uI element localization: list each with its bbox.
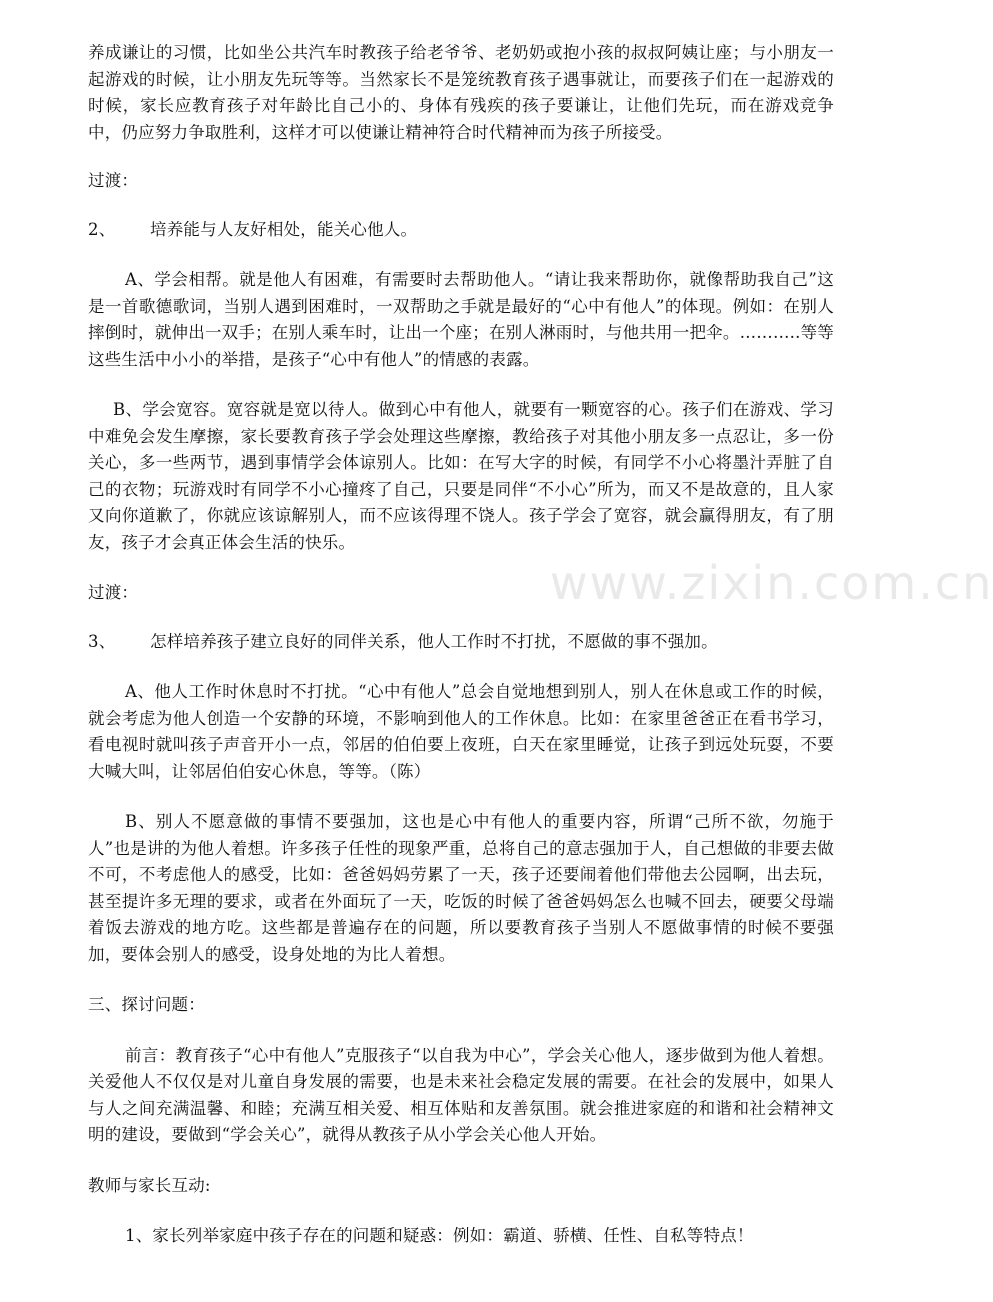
- section-3-number: 3、: [88, 631, 116, 651]
- interaction-item-1: 1、家长列举家庭中孩子存在的问题和疑惑：例如：霸道、骄横、任性、自私等特点！: [125, 1226, 754, 1245]
- paragraph-2b: B、学会宽容。宽容就是宽以待人。做到心中有他人，就要有一颗宽容的心。孩子们在游戏、学习中难免会发生摩擦，家长要教育孩子学会处理这些摩擦，教给孩子对其他小朋友多一点忍让，多一份关心，多一些两节，遇到事情学会体谅别人。比如：在写大字的时候，有同学不小心将墨汁弄脏了自己的衣物；玩游戏时有同学不小心撞疼了自己，只要是同伴“不小心”所为，而又不是故意的，且人家又向你道歉了，你就应该谅解别人，而不应该得理不饶人。孩子学会了宽容，就会赢得朋友，有了朋友，孩子才会真正体会生活的快乐。: [88, 400, 834, 552]
- intro-paragraph: 养成谦让的习惯，比如坐公共汽车时教孩子给老爷爷、老奶奶或抱小孩的叔叔阿姨让座；与小朋友一起游戏的时候，让小朋友先玩等等。当然家长不是笼统教育孩子遇事就让，而要孩子们在一起游戏的时候，家长应教育孩子对年龄比自己小的、身体有残疾的孩子要谦让，让他们先玩，而在游戏竞争中，仍应努力争取胜利，这样才可以使谦让精神符合时代精神而为孩子所接受。: [88, 43, 834, 142]
- section-2-number: 2、: [88, 219, 116, 239]
- paragraph-3a: A、他人工作时休息时不打扰。“心中有他人”总会自觉地想到别人，别人在休息或工作的时候，就会考虑为他人创造一个安静的环境，不影响到他人的工作休息。比如：在家里爸爸正在看书学习，看电视时就叫孩子声音开小一点，邻居的伯伯要上夜班，白天在家里睡觉，让孩子到远处玩耍，不要大喊大叫，让邻居伯伯安心休息，等等。（陈）: [88, 682, 834, 781]
- section-2-heading: [88, 217, 834, 244]
- interaction-title: 教师与家长互动:: [88, 1175, 211, 1195]
- transition-label-2: 过渡：: [88, 583, 139, 602]
- preface-paragraph: 前言：教育孩子“心中有他人”克服孩子“以自我为中心”，学会关心他人，逐步做到为他人着想。关爱他人不仅仅是对儿童自身发展的需要，也是未来社会稳定发展的需要。在社会的发展中，如果人与人之间充满温馨、和睦；充满互相关爱、相互体贴和友善氛围。就会推进家庭的和谐和社会精神文明的建设，要做到“学会关心”，就得从教孩子从小学会关心他人开始。: [88, 1045, 834, 1144]
- watermark: www.zixin.com.cn: [550, 556, 993, 610]
- section-three-title: 三、探讨问题：: [88, 995, 205, 1014]
- transition-label-1: 过渡：: [88, 171, 139, 190]
- paragraph-2a: A、学会相帮。就是他人有困难，有需要时去帮助他人。“请让我来帮助你，就像帮助我自己”这是一首歌德歌词，当别人遇到困难时，一双帮助之手就是最好的“心中有他人”的体现。例如：在别人摔倒时，就伸出一双手；在别人乘车时，让出一个座；在别人淋雨时，与他共用一把伞。………..等等这些生活中小小的举措，是孩子“心中有他人”的情感的表露。: [88, 270, 834, 369]
- section-2-title: 培养能与人友好相处，能关心他人。: [150, 219, 418, 239]
- document-page: [88, 40, 834, 1250]
- paragraph-3b: B、别人不愿意做的事情不要强加，这也是心中有他人的重要内容，所谓“己所不欲，勿施于人”也是讲的为他人着想。许多孩子任性的现象严重，总将自己的意志强加于人，自己想做的非要去做不可，不考虑他人的感受，比如：爸爸妈妈劳累了一天，孩子还要闹着他们带他去公园啊，出去玩，甚至提许多无理的要求，或者在外面玩了一天，吃饭的时候了爸爸妈妈怎么也喊不回去，硬要父母端着饭去游戏的地方吃。这些都是普遍存在的问题，所以要教育孩子当别人不愿做事情的时候不要强加，要体会别人的感受，设身处地的为比人着想。: [88, 812, 834, 964]
- section-3-heading: [88, 629, 834, 656]
- section-3-title: 怎样培养孩子建立良好的同伴关系，他人工作时不打扰，不愿做的事不强加。: [150, 631, 718, 651]
